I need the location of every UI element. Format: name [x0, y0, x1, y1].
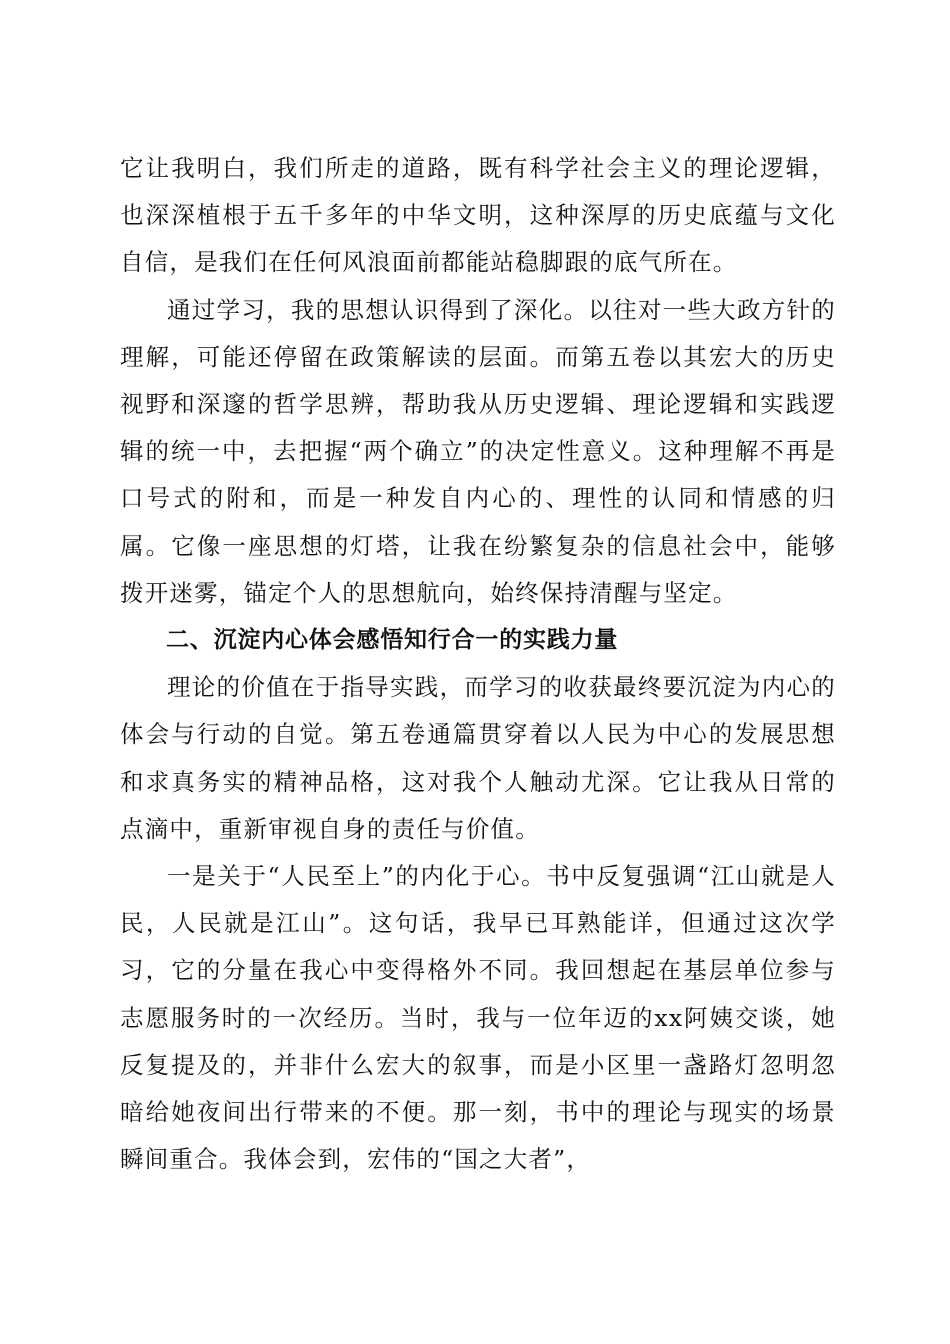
paragraph-theory-practice: 理论的价值在于指导实践，而学习的收获最终要沉淀为内心的体会与行动的自觉。第五卷通篇贯穿着以人民为中心的发展思想和求真务实的精神品格，这对我个人触动尤深。它让我从日常的点滴中，重新审视自身的责任与价值。 — [120, 673, 836, 843]
document-body — [120, 145, 836, 1183]
paragraph-people-first: 一是关于“人民至上”的内化于心。书中反复强调“江山就是人民，人民就是江山”。这句话，我早已耳熟能详，但通过这次学习，它的分量在我心中变得格外不同。我回想起在基层单位参与志愿服务时的一次经历。当时，我与一位年迈的xx阿姨交谈，她反复提及的，并非什么宏大的叙事，而是小区里一盏路灯忽明忽暗给她夜间出行带来的不便。那一刻，书中的理论与现实的场景瞬间重合。我体会到，宏伟的“国之大者”， — [120, 862, 836, 1174]
paragraph-continuation: 它让我明白，我们所走的道路，既有科学社会主义的理论逻辑，也深深植根于五千多年的中华文明，这种深厚的历史底蕴与文化自信，是我们在任何风浪面前都能站稳脚跟的底气所在。 — [120, 154, 836, 277]
paragraph-thought-deepening: 通过学习，我的思想认识得到了深化。以往对一些大政方针的理解，可能还停留在政策解读的层面。而第五卷以其宏大的历史视野和深邃的哲学思辨，帮助我从历史逻辑、理论逻辑和实践逻辑的统一中，去把握“两个确立”的决定性意义。这种理解不再是口号式的附和，而是一种发自内心的、理性的认同和情感的归属。它像一座思想的灯塔，让我在纷繁复杂的信息社会中，能够拨开迷雾，锚定个人的思想航向，始终保持清醒与坚定。 — [120, 295, 836, 607]
section-heading: 二、沉淀内心体会感悟知行合一的实践力量 — [166, 627, 619, 654]
